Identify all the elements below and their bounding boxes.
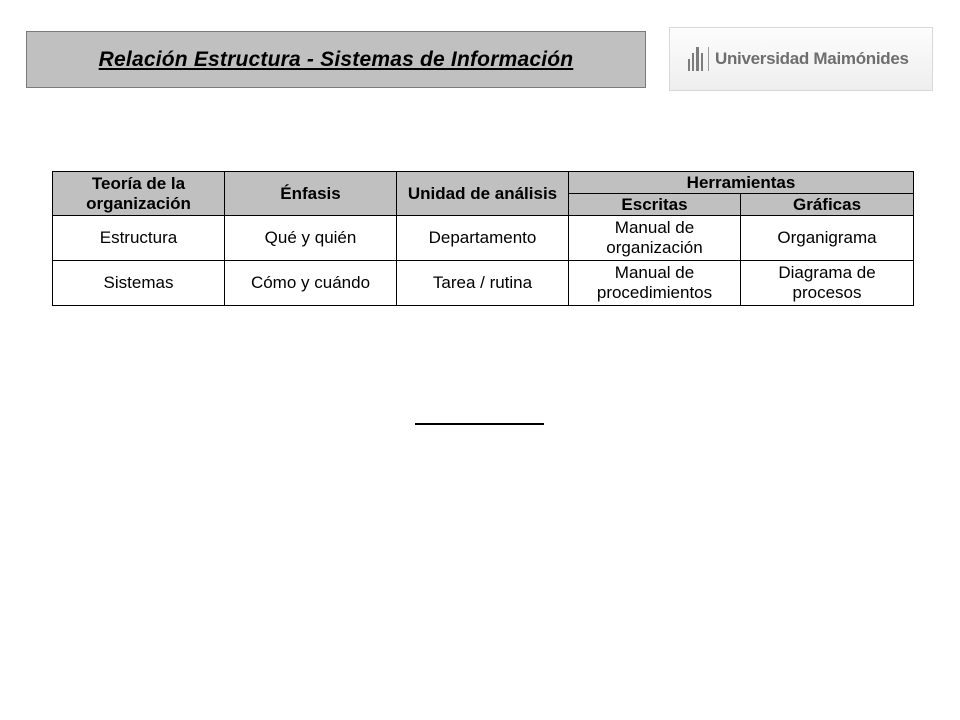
table-row [53, 261, 914, 306]
cell-escritas: Manual de organización [569, 216, 741, 261]
university-logo-icon [688, 47, 709, 71]
logo-text: Universidad Maimónides [715, 49, 909, 68]
cell-graficas: Organigrama [741, 216, 914, 261]
cell-escritas: Manual de procedimientos [569, 261, 741, 306]
cell-graficas: Diagrama de procesos [741, 261, 914, 306]
header-herramientas: Herramientas [569, 172, 914, 194]
university-logo [669, 27, 933, 91]
title-box [26, 31, 646, 88]
cell-unidad: Tarea / rutina [397, 261, 569, 306]
header-graficas: Gráficas [741, 194, 914, 216]
header-escritas: Escritas [569, 194, 741, 216]
slide-title: Relación Estructura - Sistemas de Información [98, 47, 574, 71]
cell-teoria: Sistemas [53, 261, 225, 306]
underline-mark [415, 423, 544, 425]
header-unidad: Unidad de análisis [397, 172, 569, 216]
table-row [53, 216, 914, 261]
cell-teoria: Estructura [53, 216, 225, 261]
header-teoria: Teoría de la organización [53, 172, 225, 216]
header-enfasis: Énfasis [225, 172, 397, 216]
comparison-table [52, 171, 914, 306]
cell-enfasis: Cómo y cuándo [225, 261, 397, 306]
cell-enfasis: Qué y quién [225, 216, 397, 261]
cell-unidad: Departamento [397, 216, 569, 261]
table-header-row [53, 172, 914, 194]
